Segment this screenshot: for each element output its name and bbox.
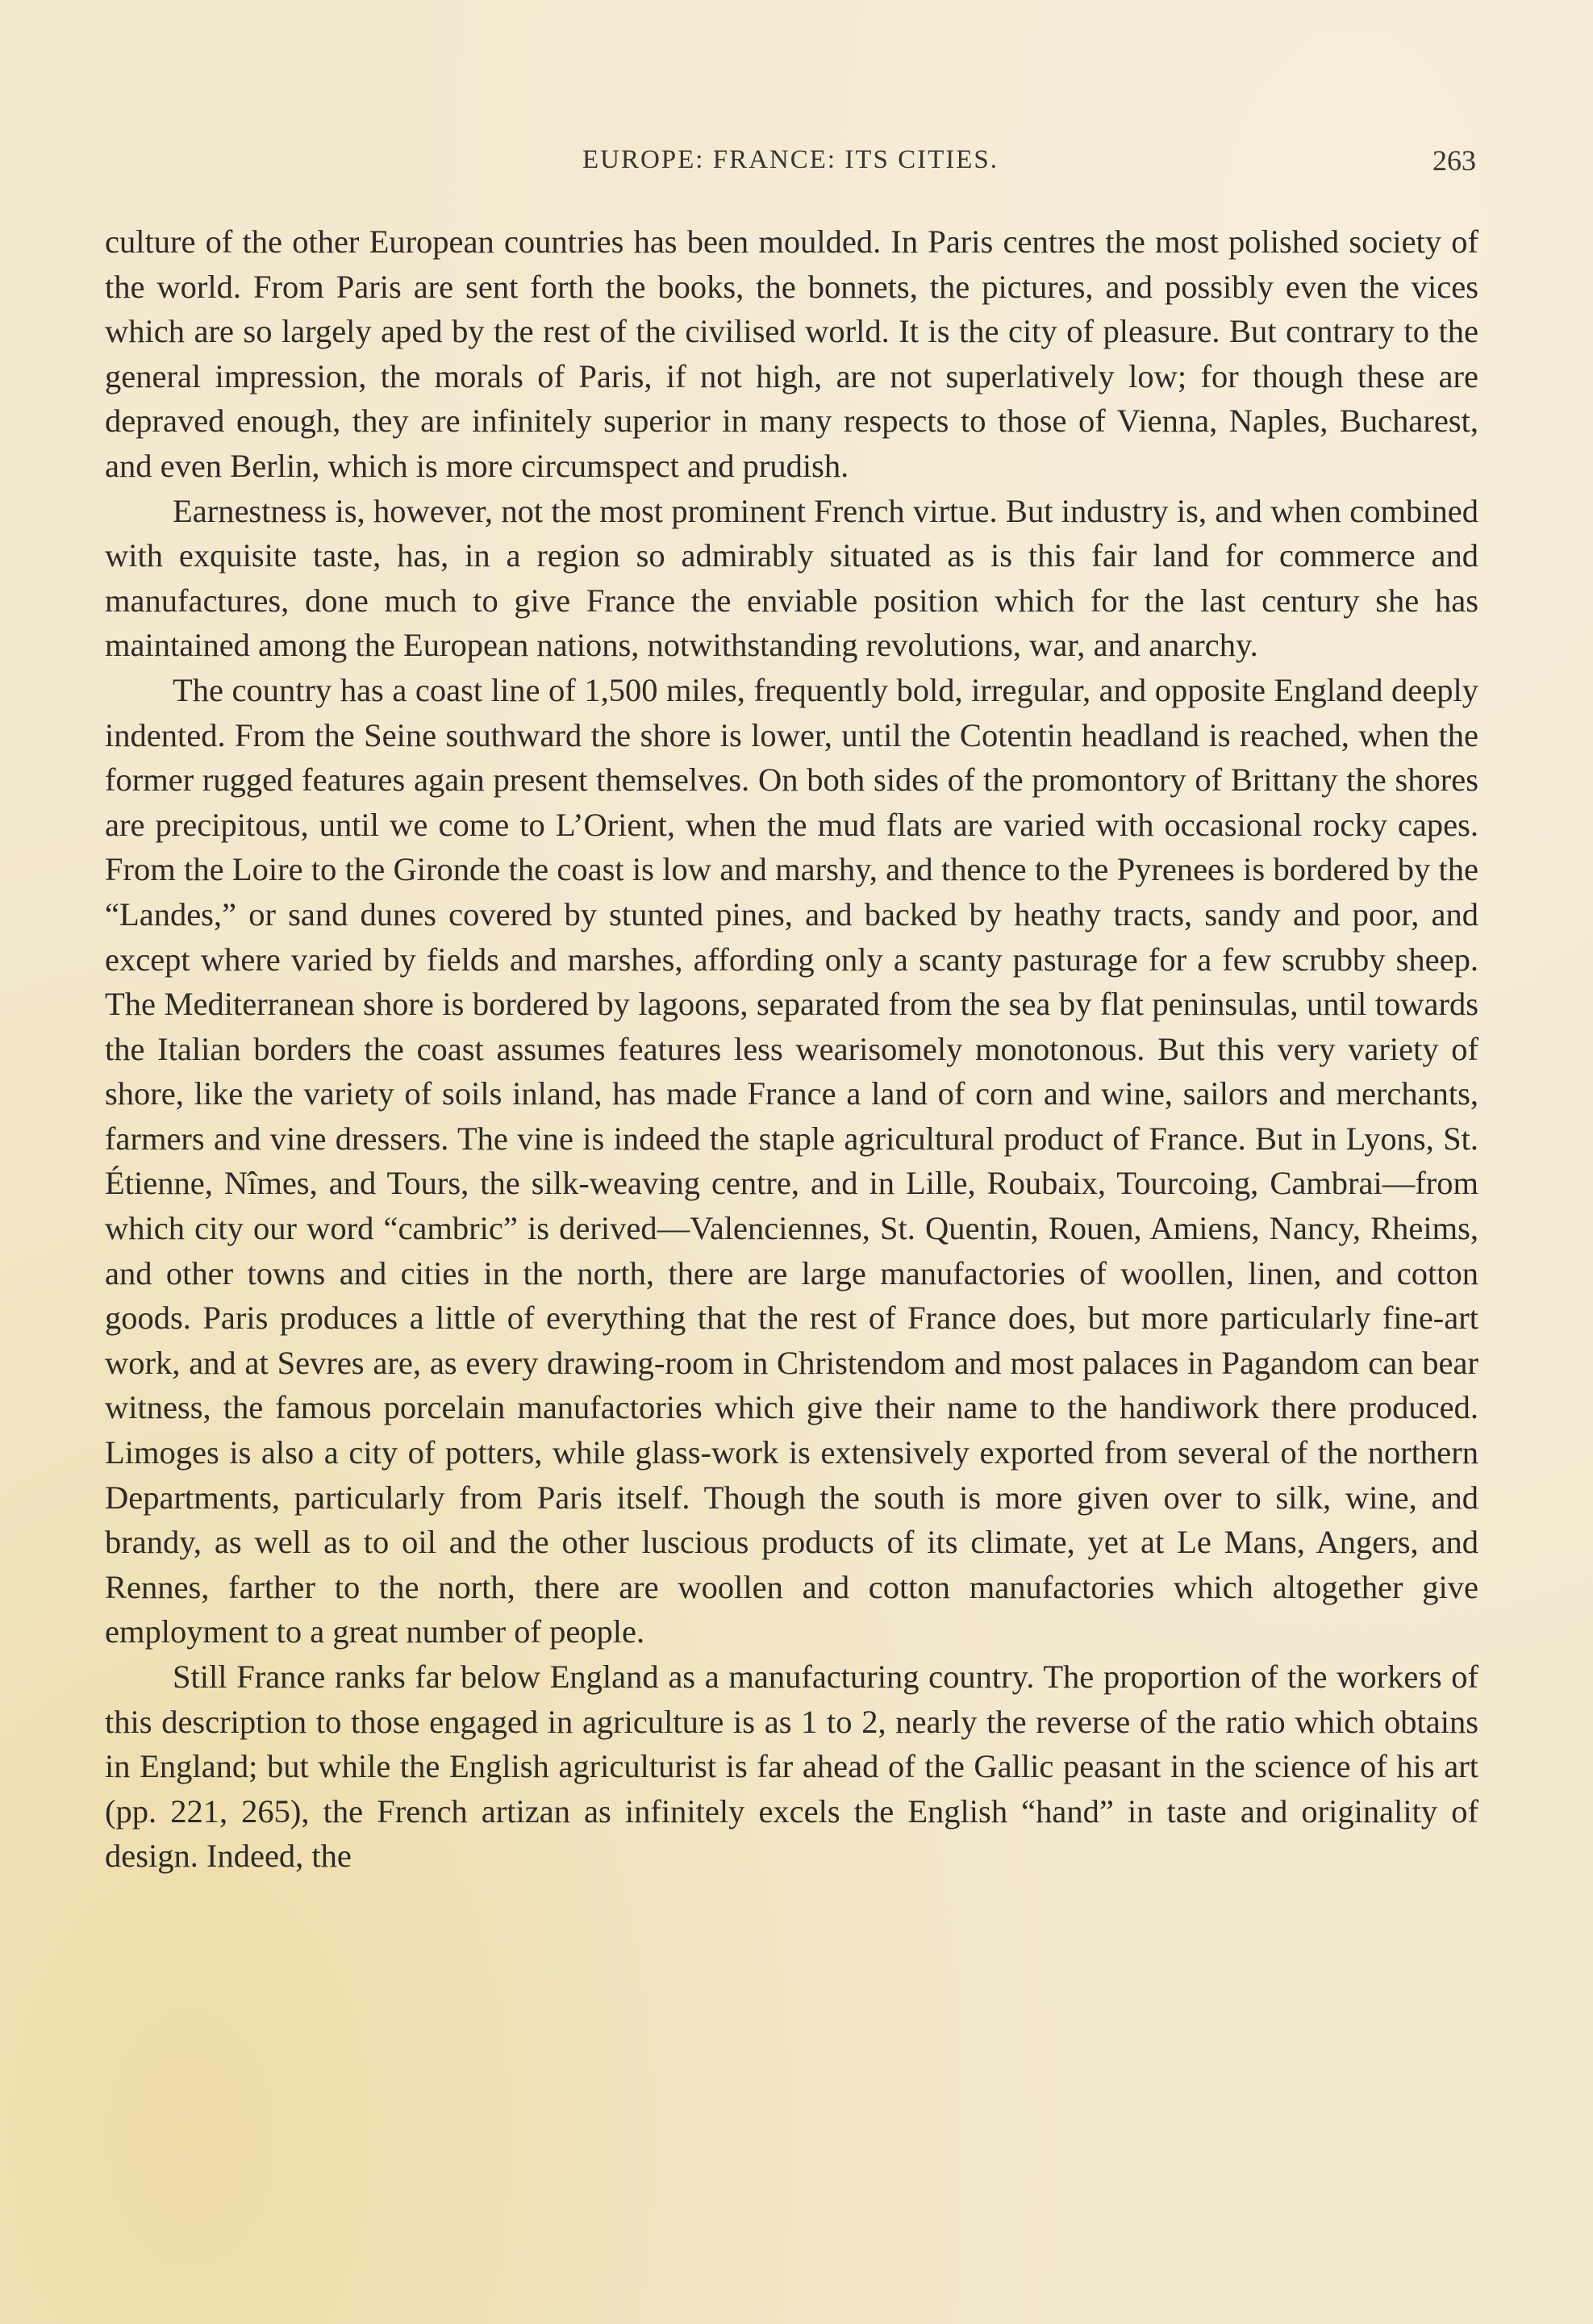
paragraph: Earnestness is, however, not the most prominent French virtue. But industry is, and when combined with exquisite taste, has, in a region so admirably situated as is this fair land for commerce and manufactures, done much to give France the enviable position which for the last century she has maintained among the European nations, notwithstanding revolutions, war, and anarchy. — [105, 492, 1478, 664]
running-title: EUROPE: FRANCE: ITS CITIES. — [582, 145, 999, 174]
paragraph: The country has a coast line of 1,500 miles, frequently bold, irregular, and opposite England deeply indented. From the Seine southward the shore is lower, until the Cotentin headland is reached, when the former rugged features again present themselves. On both sides of the promontory of Brittany the shores are precipitous, until we come to L’Orient, when the mud flats are varied with occasional rocky capes. From the Loire to the Gironde the coast is low and marshy, and thence to the Pyrenees is bordered by the “Landes,” or sand dunes covered by stunted pines, and backed by heathy tracts, sandy and poor, and except where varied by fields and marshes, affording only a scanty pasturage for a few scrubby sheep. The Mediterranean shore is bordered by lagoons, separated from the sea by flat peninsulas, until towards the Italian borders the coast assumes features less wearisomely monotonous. But this very variety of shore, like the variety of soils inland, has made France a land of corn and wine, sailors and merchants, farmers and vine dressers. The vine is indeed the staple agricultural product of France. But in Lyons, St. Étienne, Nîmes, and Tours, the silk-weaving centre, and in Lille, Roubaix, Tourcoing, Cambrai—from which city our word “cambric” is derived—Valenciennes, St. Quentin, Rouen, Amiens, Nancy, Rheims, and other towns and cities in the north, there are large manufactories of woollen, linen, and cotton goods. Paris produces a little of everything that the rest of France does, but more particularly fine-art work, and at Sevres are, as every drawing-room in Christendom and most palaces in Pagandom can bear witness, the famous porcelain manufactories which give their name to the handiwork there produced. Limoges is also a city of potters, while glass-work is extensively exported from several of the northern Departments, particularly from Paris itself. Though the south is more given over to silk, wine, and brandy, as well as to oil and the other luscious products of its climate, yet at Le Mans, Angers, and Rennes, farther to the north, there are woollen and cotton manufactories which altogether give employment to a great number of people. — [105, 671, 1478, 1650]
paragraph: culture of the other European countries has been moulded. In Paris centres the most polished society of the world. From Paris are sent forth the books, the bonnets, the pictures, and possibly even the vices which are so largely aped by the rest of the civilised world. It is the city of pleasure. But contrary to the general impression, the morals of Paris, if not high, are not superlatively low; for though these are depraved enough, they are infinitely superior in many respects to those of Vienna, Naples, Bucharest, and even Berlin, which is more circumspect and prudish. — [105, 223, 1478, 484]
page-number: 263 — [1432, 144, 1476, 177]
body-text — [105, 219, 1478, 1879]
paragraph: Still France ranks far below England as a manufacturing country. The proportion of the workers of this description to those engaged in agriculture is as 1 to 2, nearly the reverse of the ratio which obtains in England; but while the English agriculturist is far ahead of the Gallic peasant in the science of his art (pp. 221, 265), the French artizan as infinitely excels the English “hand” in taste and originality of design. Indeed, the — [105, 1659, 1478, 1875]
page-header — [105, 139, 1476, 187]
